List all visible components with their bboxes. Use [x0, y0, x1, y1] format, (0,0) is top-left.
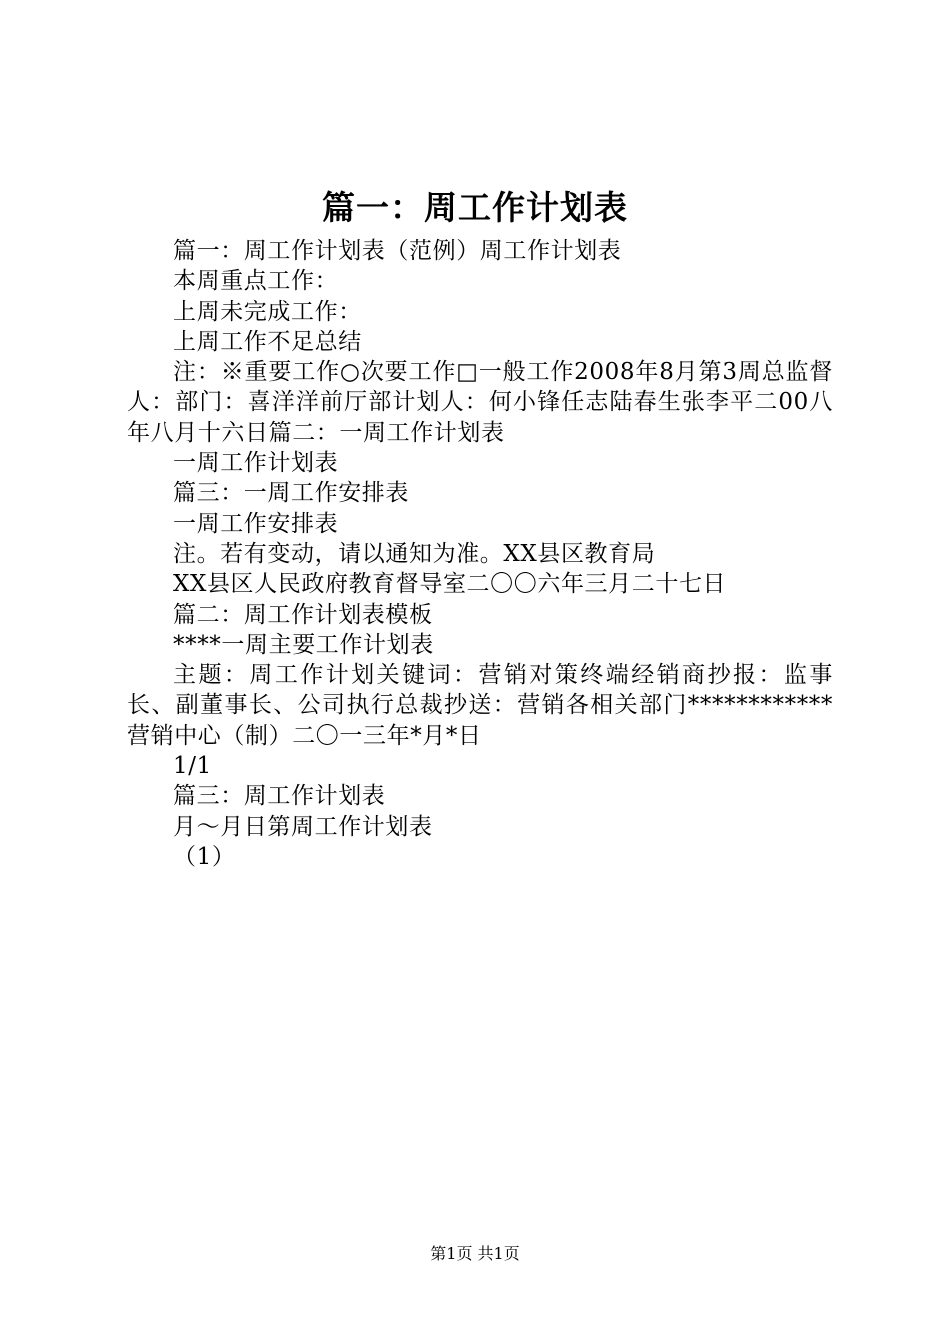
paragraph: 上周未完成工作：: [173, 298, 362, 325]
paragraph: 篇三：一周工作安排表: [173, 480, 409, 507]
document-body: [127, 236, 833, 872]
page-footer: 第1页 共1页: [430, 1244, 520, 1263]
paragraph: 1/1: [173, 753, 212, 780]
paragraph: 上周工作不足总结: [173, 328, 362, 355]
paragraph: 月～月日第周工作计划表: [173, 813, 433, 840]
paragraph: 篇一：周工作计划表（范例）周工作计划表: [173, 238, 622, 264]
paragraph: 注。若有变动，请以通知为准。XX县区教育局: [173, 540, 656, 567]
paragraph: （1）: [173, 843, 236, 870]
paragraph: 篇二：周工作计划表模板: [173, 601, 433, 628]
paragraph: 篇三：周工作计划表: [173, 783, 386, 810]
paragraph: 注：※重要工作○次要工作□一般工作2008年8月第3周总监督人：部门：喜洋洋前厅部计划人：何小锋任志陆春生张李平二00八年八月十六日篇二：一周工作计划表: [127, 359, 833, 446]
paragraph: ****一周主要工作计划表: [173, 631, 434, 658]
document-title: 篇一：周工作计划表: [322, 188, 628, 227]
paragraph: 一周工作安排表: [173, 510, 339, 537]
paragraph: 主题：周工作计划关键词：营销对策终端经销商抄报：监事长、副董事长、公司执行总裁抄送：营销各相关部门************营销中心（制）二〇一三年*月*日: [127, 662, 833, 749]
paragraph: 本周重点工作：: [173, 268, 339, 295]
paragraph: XX县区人民政府教育督导室二〇〇六年三月二十七日: [173, 571, 727, 598]
paragraph: 一周工作计划表: [173, 450, 339, 477]
